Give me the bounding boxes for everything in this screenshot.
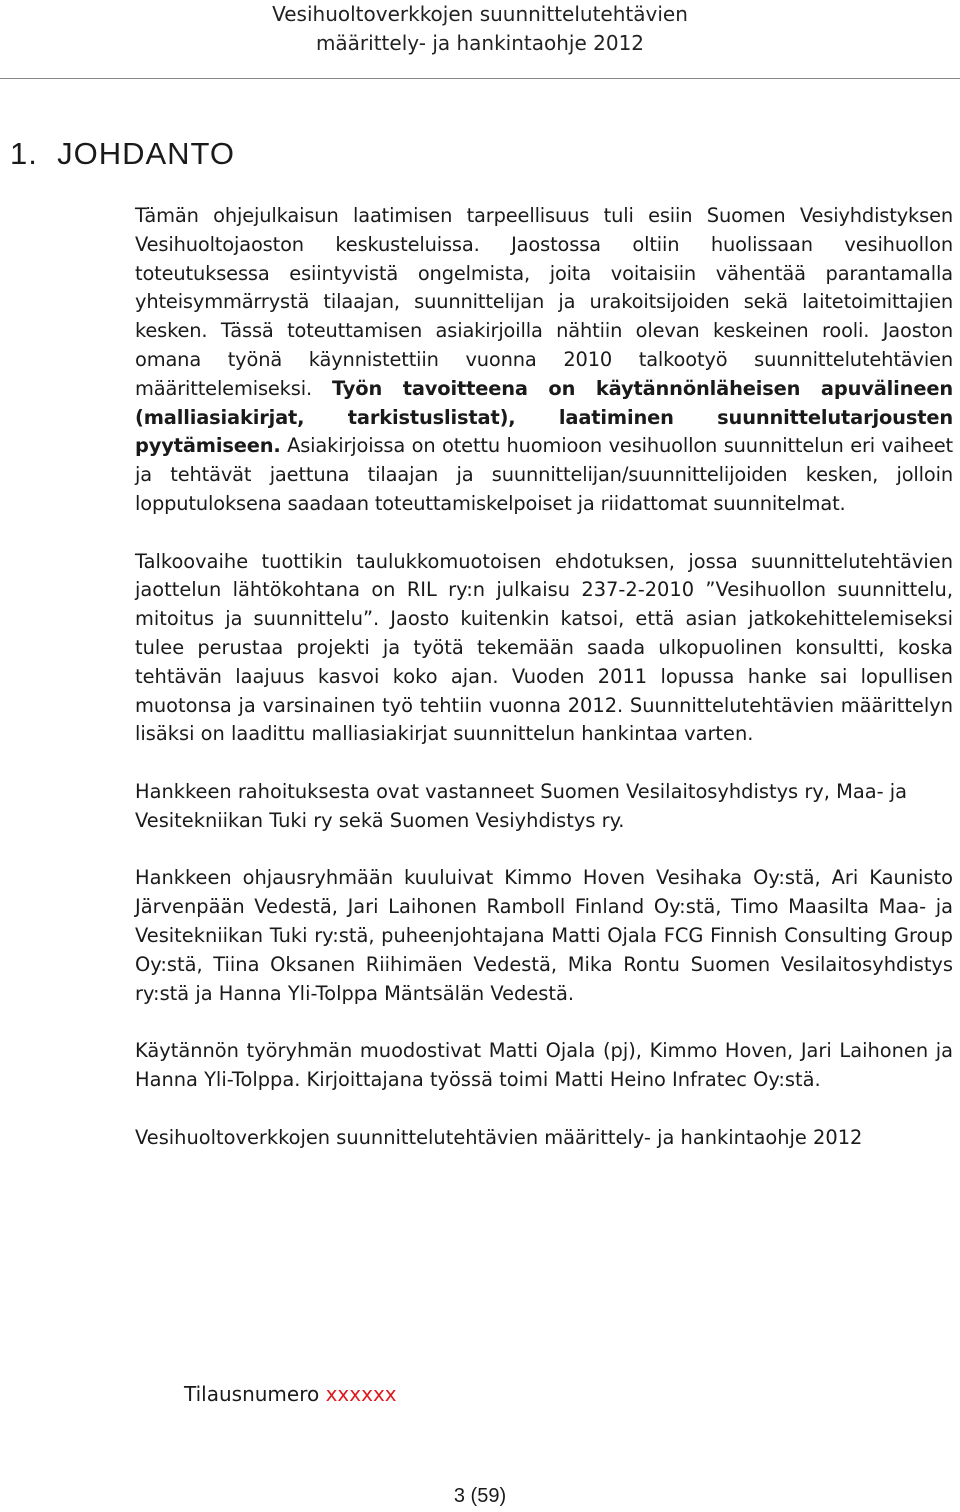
paragraph-steering-group: Hankkeen ohjausryhmään kuuluivat Kimmo Hoven Vesihaka Oy:stä, Ari Kaunisto Järvenpään Vedestä, Jari Laihonen Ramboll Finland Oy:stä, Timo Maasilta Maa- ja Vesitekniikan Tuki ry:stä, puheenjohtajana Matti Ojala FCG Finnish Consulting Group Oy:stä, Tiina Oksanen Riihimäen Vedestä, Mika Rontu Suomen Vesilaitosyhdistys ry:stä ja Hanna Yli-Tolppa Mäntsälän Vedestä. bbox=[135, 866, 953, 1005]
body-text bbox=[135, 202, 953, 1152]
header-divider bbox=[0, 78, 960, 79]
chapter-title: 1. JOHDANTO bbox=[10, 136, 236, 171]
paragraph-working-group: Käytännön työryhmän muodostivat Matti Ojala (pj), Kimmo Hoven, Jari Laihonen ja Hanna Yli-Tolppa. Kirjoittajana työssä toimi Matti Heino Infratec Oy:stä. bbox=[135, 1039, 953, 1091]
paragraph-intro-text-a: Tämän ohjejulkaisun laatimisen tarpeellisuus tuli esiin Suomen Vesiyhdistyksen Vesihuoltojaoston keskusteluissa. Jaostossa oltiin huolissaan vesihuollon toteutuksessa esiintyvistä ongelmista, joita voitaisiin vähentää parantamalla yhteisymmärrystä tilaajan, suunnittelijan ja urakoitsijoiden sekä laitetoimittajien kesken. Tässä toteuttamisen asiakirjoilla nähtiin olevan keskeinen rooli. Jaoston omana työnä käynnistettiin vuonna 2010 talkootyö suunnittelutehtävien määrittelemiseksi. bbox=[135, 204, 953, 400]
running-header-line2: määrittely- ja hankintaohje 2012 bbox=[315, 31, 645, 55]
paragraph-publication-title: Vesihuoltoverkkojen suunnittelutehtävien määrittely- ja hankintaohje 2012 bbox=[135, 1125, 863, 1149]
paragraph-intro bbox=[135, 202, 953, 519]
paragraph-funding: Hankkeen rahoituksesta ovat vastanneet Suomen Vesilaitosyhdistys ry, Maa- ja Vesitekniikan Tuki ry sekä Suomen Vesiyhdistys ry. bbox=[135, 779, 908, 832]
page-number: 3 (59) bbox=[453, 1485, 507, 1507]
running-header-line1: Vesihuoltoverkkojen suunnittelutehtävien bbox=[272, 2, 688, 26]
order-number bbox=[184, 1382, 397, 1406]
order-number-label: Tilausnumero bbox=[184, 1382, 326, 1406]
paragraph-intro-text-b: Asiakirjoissa on otettu huomioon vesihuollon suunnittelun eri vaiheet ja tehtävät jaettuna tilaajan ja suunnittelijan/suunnittelijoiden kesken, jolloin lopputuloksena saadaan toteuttamiskelpoiset ja riidattomat suunnitelmat. bbox=[135, 434, 953, 515]
order-number-value: xxxxxx bbox=[325, 1382, 397, 1406]
running-header bbox=[0, 0, 960, 58]
paragraph-talkoovaihe: Talkoovaihe tuottikin taulukkomuotoisen ehdotuksen, jossa suunnittelutehtävien jaottelun lähtökohtana on RIL ry:n julkaisu 237-2-2010 ”Vesihuollon suunnittelu, mitoitus ja suunnittelu”. Jaosto kuitenkin katsoi, että asian jatkokehittelemiseksi tulee perustaa projekti ja työtä tekemään saada ulkopuolinen konsultti, koska tehtävän laajuus kasvoi koko ajan. Vuoden 2011 lopussa hanke sai lopullisen muotonsa ja varsinainen työ tehtiin vuonna 2012. Suunnittelutehtävien määrittelyn lisäksi on laadittu malliasiakirjat suunnittelun hankintaa varten. bbox=[135, 549, 953, 746]
paragraph-intro-bold: Työn tavoitteena on käytännönläheisen apuvälineen (malliasiakirjat, tarkistuslistat), laatiminen suunnittelutarjousten pyytämiseen. bbox=[135, 376, 953, 458]
